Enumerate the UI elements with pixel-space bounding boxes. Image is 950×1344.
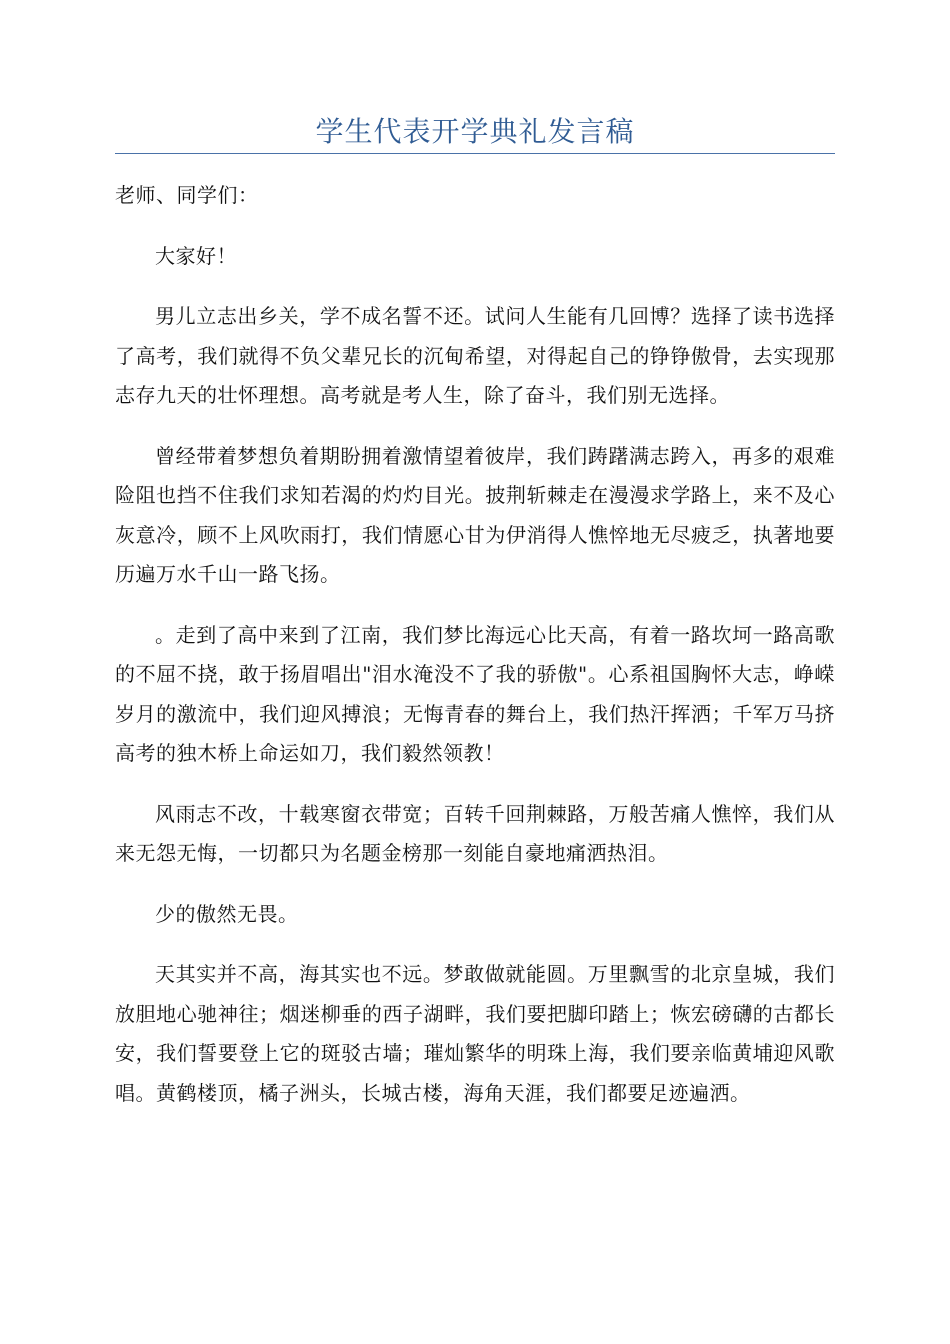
paragraph: 。走到了高中来到了江南，我们梦比海远心比天高，有着一路坎坷一路高歌的不屈不挠，敢于扬眉唱出"泪水淹没不了我的骄傲"。心系祖国胸怀大志，峥嵘岁月的激流中，我们迎风搏浪；无悔青春的舞台上，我们热汗挥洒；千军万马挤高考的独木桥上命运如刀，我们毅然领教！: [115, 622, 835, 765]
title-underline: [115, 153, 835, 154]
paragraph: 风雨志不改，十载寒窗衣带宽；百转千回荆棘路，万般苦痛人憔悴，我们从来无怨无悔，一切都只为名题金榜那一刻能自豪地痛洒热泪。: [115, 801, 835, 865]
document-body: [115, 176, 835, 1134]
paragraph: 天其实并不高，海其实也不远。梦敢做就能圆。万里飘雪的北京皇城，我们放胆地心驰神往；烟迷柳垂的西子湖畔，我们要把脚印踏上；恢宏磅礴的古都长安，我们誓要登上它的斑驳古墙；璀灿繁华的明珠上海，我们要亲临黄埔迎风歌唱。黄鹤楼顶，橘子洲头，长城古楼，海角天涯，我们都要足迹遍洒。: [115, 962, 835, 1105]
paragraph: 少的傲然无畏。: [155, 901, 299, 926]
document-title: 学生代表开学典礼发言稿: [315, 115, 635, 148]
paragraph: 男儿立志出乡关，学不成名誓不还。试问人生能有几回博？选择了读书选择了高考，我们就得不负父辈兄长的沉甸希望，对得起自己的铮铮傲骨，去实现那志存九天的壮怀理想。高考就是考人生，除了奋斗，我们别无选择。: [115, 304, 835, 407]
paragraph: 曾经带着梦想负着期盼拥着激情望着彼岸，我们踌躇满志跨入，再多的艰难险阻也挡不住我们求知若渴的灼灼目光。披荆斩棘走在漫漫求学路上，来不及心灰意冷，顾不上风吹雨打，我们情愿心甘为伊消得人憔悴地无尽疲乏，执著地要历遍万水千山一路飞扬。: [115, 443, 835, 586]
salutation: 老师、同学们：: [115, 183, 259, 207]
paragraph: 大家好！: [155, 243, 237, 268]
